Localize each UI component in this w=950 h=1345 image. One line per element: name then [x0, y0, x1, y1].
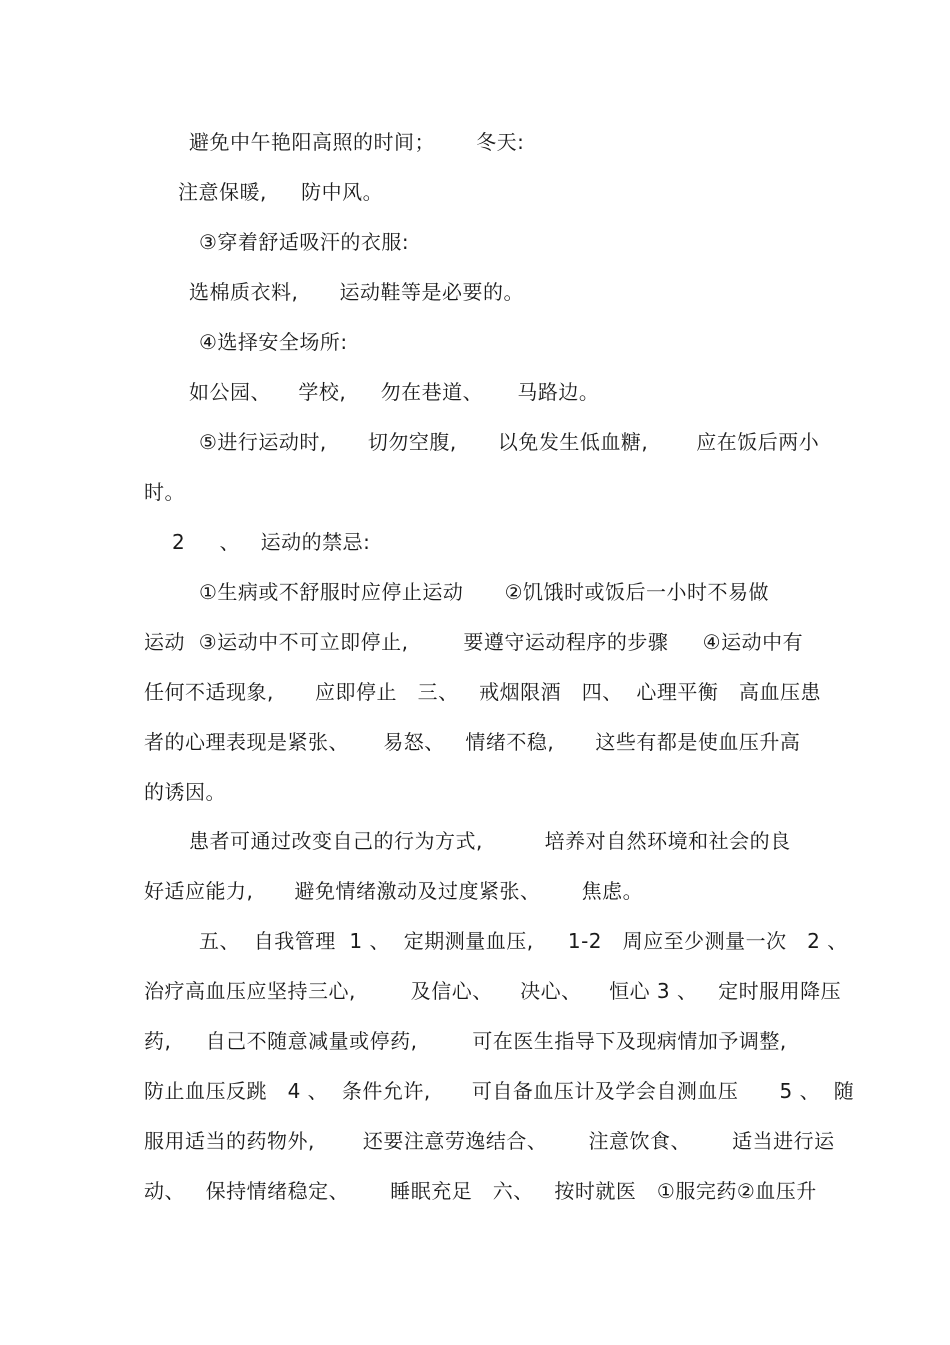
text-line: 药, 自己不随意减量或停药, 可在医生指导下及现病情加予调整,: [144, 1029, 787, 1053]
text-line: 注意保暖, 防中风。: [178, 180, 384, 204]
text-line: 任何不适现象, 应即停止 三、 戒烟限酒 四、 心理平衡 高血压患: [144, 680, 822, 704]
text-line: 避免中午艳阳高照的时间； 冬天:: [189, 130, 525, 154]
text-line: 防止血压反跳 4 、 条件允许, 可自备血压计及学会自测血压 5 、 随: [144, 1079, 855, 1103]
text-line: 动、 保持情绪稳定、 睡眠充足 六、 按时就医 ①服完药②血压升: [144, 1179, 817, 1203]
text-line: ③穿着舒适吸汗的衣服:: [199, 230, 410, 254]
text-line: 五、 自我管理 1 、 定期测量血压, 1-2 周应至少测量一次 2 、: [199, 929, 848, 953]
text-line: ⑤进行运动时, 切勿空腹, 以免发生低血糖, 应在饭后两小: [199, 430, 820, 454]
text-line: 治疗高血压应坚持三心, 及信心、 决心、 恒心 3 、 定时服用降压: [144, 979, 842, 1003]
section-heading: 2 、 运动的禁忌:: [172, 530, 371, 554]
text-line: ④选择安全场所:: [199, 330, 348, 354]
text-line: 时。: [144, 480, 185, 504]
text-line: 患者可通过改变自己的行为方式, 培养对自然环境和社会的良: [189, 829, 791, 853]
text-line: 服用适当的药物外, 还要注意劳逸结合、 注意饮食、 适当进行运: [144, 1129, 835, 1153]
text-line: 选棉质衣料, 运动鞋等是必要的。: [189, 280, 525, 304]
text-line: ①生病或不舒服时应停止运动 ②饥饿时或饭后一小时不易做: [199, 580, 770, 604]
text-line: 者的心理表现是紧张、 易怒、 情绪不稳, 这些有都是使血压升高: [144, 730, 801, 754]
text-line: 好适应能力, 避免情绪激动及过度紧张、 焦虑。: [144, 879, 644, 903]
text-line: 如公园、 学校, 勿在巷道、 马路边。: [189, 380, 600, 404]
text-line: 运动 ③运动中不可立即停止, 要遵守运动程序的步骤 ④运动中有: [144, 630, 804, 654]
text-line: 的诱因。: [144, 780, 226, 804]
